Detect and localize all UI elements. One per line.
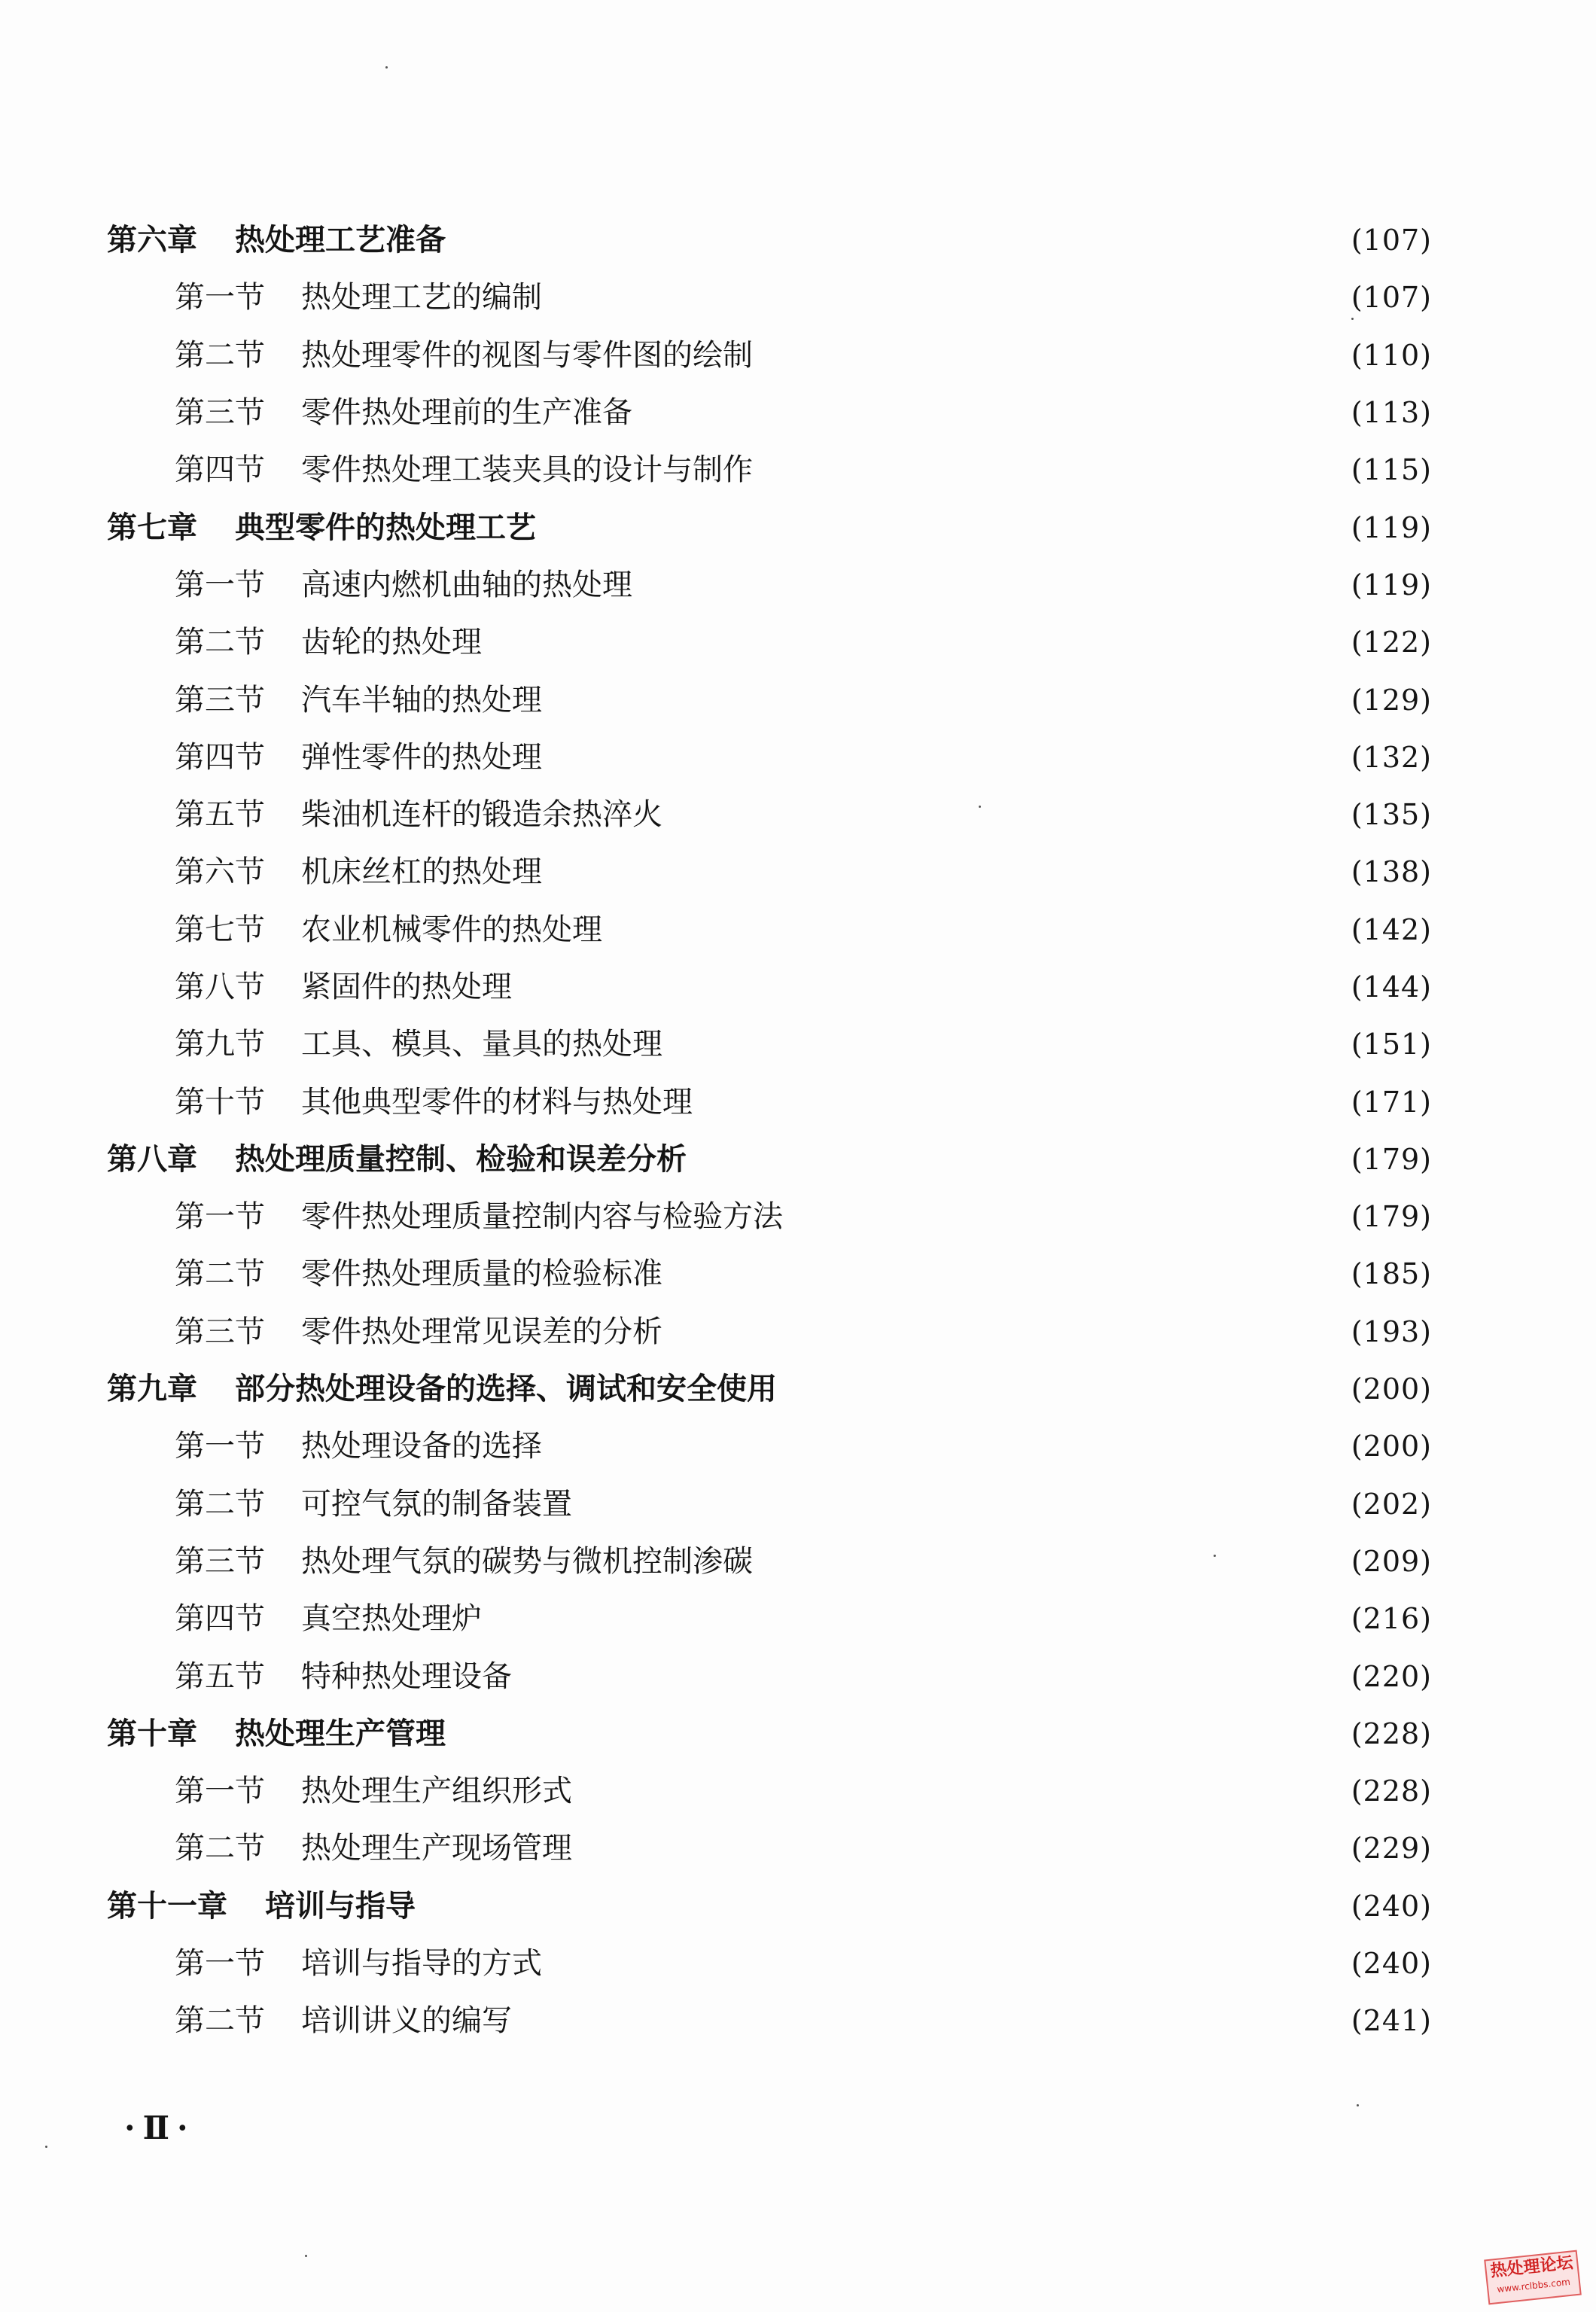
toc-chapter-entry	[107, 1878, 1432, 1935]
chapter-title: 培训与指导	[265, 1887, 416, 1924]
section-number: 第二节	[175, 1486, 265, 1522]
chapter-number: 第十一章	[107, 1887, 227, 1924]
chapter-title: 热处理质量控制、检验和误差分析	[235, 1141, 687, 1177]
toc-section-entry	[107, 556, 1432, 614]
section-title: 真空热处理炉	[301, 1601, 482, 1637]
section-number: 第一节	[175, 1199, 265, 1235]
dot-leader	[545, 1948, 1343, 1978]
dot-leader	[545, 742, 1343, 772]
scan-speck	[385, 66, 388, 69]
dot-leader	[419, 1891, 1343, 1921]
toc-section-entry	[107, 1762, 1432, 1820]
dot-leader	[575, 1489, 1343, 1519]
section-title: 热处理气氛的碳势与微机控制渗碳	[301, 1543, 753, 1579]
dot-leader	[786, 1202, 1343, 1232]
section-title: 热处理工艺的编制	[301, 280, 542, 315]
dot-leader	[485, 627, 1343, 657]
page-number: (135)	[1351, 798, 1432, 832]
dot-leader	[690, 1144, 1343, 1174]
toc-section-entry	[107, 958, 1432, 1016]
page-number: (193)	[1351, 1314, 1432, 1348]
toc-section-entry	[107, 901, 1432, 958]
toc-section-entry	[107, 671, 1432, 728]
section-title: 其他典型零件的材料与热处理	[301, 1084, 693, 1119]
page-number: (119)	[1351, 510, 1432, 544]
dot-leader	[605, 915, 1343, 945]
dot-leader	[545, 685, 1343, 715]
page-number: (229)	[1351, 1832, 1432, 1866]
dot-leader	[545, 857, 1343, 887]
chapter-title: 部分热处理设备的选择、调试和安全使用	[235, 1371, 777, 1407]
page-number: (107)	[1351, 224, 1432, 257]
page-number: (138)	[1351, 855, 1432, 889]
section-title: 工具、模具、量具的热处理	[301, 1027, 662, 1062]
page-number: (132)	[1351, 740, 1432, 774]
section-number: 第一节	[175, 567, 265, 602]
dot-leader	[575, 1776, 1343, 1806]
page-number: (107)	[1351, 281, 1432, 315]
dot-leader	[485, 1604, 1343, 1634]
section-number: 第二节	[175, 1257, 265, 1292]
dot-leader	[449, 1719, 1343, 1749]
section-title: 零件热处理质量控制内容与检验方法	[301, 1199, 783, 1235]
page-folio: ·Ⅱ·	[124, 2109, 196, 2146]
section-number: 第二节	[175, 1831, 265, 1866]
page-number: (228)	[1351, 1716, 1432, 1750]
chapter-number: 第九章	[107, 1371, 197, 1407]
section-title: 齿轮的热处理	[301, 625, 482, 660]
toc-section-entry	[107, 729, 1432, 786]
page-number: (122)	[1351, 626, 1432, 659]
dot-leader	[756, 455, 1343, 485]
page-number: (144)	[1351, 970, 1432, 1004]
dot-leader	[696, 1087, 1343, 1117]
page-number: (216)	[1351, 1602, 1432, 1636]
dot-leader	[635, 398, 1343, 428]
page-number: (209)	[1351, 1544, 1432, 1578]
toc-section-entry	[107, 1188, 1432, 1245]
section-number: 第二节	[175, 337, 265, 373]
page-number: (119)	[1351, 568, 1432, 602]
section-title: 高速内燃机曲轴的热处理	[301, 567, 632, 602]
section-number: 第五节	[175, 797, 265, 833]
section-title: 培训讲义的编写	[301, 2003, 512, 2039]
dot-leader	[666, 1029, 1343, 1059]
section-title: 柴油机连杆的锻造余热淬火	[301, 797, 662, 833]
chapter-title: 热处理生产管理	[235, 1715, 446, 1751]
dot-leader	[545, 282, 1343, 312]
page-number: (200)	[1351, 1372, 1432, 1406]
section-number: 第三节	[175, 395, 265, 431]
toc-section-entry	[107, 1476, 1432, 1533]
section-title: 农业机械零件的热处理	[301, 912, 602, 947]
dot-leader	[575, 1833, 1343, 1863]
toc-section-entry	[107, 1073, 1432, 1130]
toc-section-entry	[107, 786, 1432, 843]
section-number: 第二节	[175, 2003, 265, 2039]
toc-section-entry	[107, 843, 1432, 900]
section-title: 零件热处理工装夹具的设计与制作	[301, 452, 753, 488]
section-number: 第四节	[175, 1601, 265, 1637]
forum-watermark-stamp	[1484, 2250, 1582, 2305]
page-number: (241)	[1351, 2004, 1432, 2038]
section-title: 汽车半轴的热处理	[301, 682, 542, 717]
scan-speck	[45, 2146, 47, 2148]
page-number: (200)	[1351, 1430, 1432, 1464]
page-number: (142)	[1351, 912, 1432, 946]
section-number: 第十节	[175, 1084, 265, 1119]
dot-leader	[756, 340, 1343, 370]
section-number: 第一节	[175, 1946, 265, 1981]
toc-chapter-entry	[107, 1705, 1432, 1762]
scan-speck	[305, 2255, 307, 2257]
toc-section-entry	[107, 1303, 1432, 1360]
toc-section-entry	[107, 614, 1432, 671]
dot-leader	[756, 1546, 1343, 1576]
dot-leader	[449, 225, 1343, 255]
dot-leader	[515, 2006, 1343, 2036]
section-number: 第三节	[175, 682, 265, 717]
toc-section-entry	[107, 384, 1432, 441]
toc-section-entry	[107, 1590, 1432, 1647]
chapter-title: 典型零件的热处理工艺	[235, 509, 536, 545]
section-number: 第三节	[175, 1543, 265, 1579]
watermark-url: www.rclbbs.com	[1496, 2276, 1571, 2295]
toc-section-entry	[107, 327, 1432, 384]
chapter-title: 热处理工艺准备	[235, 222, 446, 258]
chapter-number: 第七章	[107, 509, 197, 545]
section-title: 机床丝杠的热处理	[301, 854, 542, 890]
chapter-number: 第十章	[107, 1715, 197, 1751]
page-number: (185)	[1351, 1257, 1432, 1291]
watermark-title: 热处理论坛	[1489, 2253, 1574, 2281]
toc-section-entry	[107, 1992, 1432, 2049]
section-number: 第七节	[175, 912, 265, 947]
section-number: 第六节	[175, 854, 265, 890]
page-number: (151)	[1351, 1028, 1432, 1062]
scan-speck	[979, 806, 981, 808]
scan-speck	[1357, 2104, 1359, 2106]
section-number: 第四节	[175, 739, 265, 775]
section-title: 热处理设备的选择	[301, 1429, 542, 1464]
toc-chapter-entry	[107, 212, 1432, 269]
toc-section-entry	[107, 269, 1432, 326]
section-title: 弹性零件的热处理	[301, 739, 542, 775]
page-number: (171)	[1351, 1085, 1432, 1119]
dot-leader	[515, 972, 1343, 1002]
section-number: 第一节	[175, 1429, 265, 1464]
section-title: 可控气氛的制备装置	[301, 1486, 572, 1522]
section-title: 紧固件的热处理	[301, 970, 512, 1004]
toc-section-entry	[107, 441, 1432, 498]
scan-speck	[1214, 1555, 1216, 1557]
chapter-number: 第六章	[107, 222, 197, 258]
page-number: (240)	[1351, 1947, 1432, 1981]
dot-leader	[635, 570, 1343, 600]
toc-chapter-entry	[107, 1360, 1432, 1418]
section-number: 第八节	[175, 970, 265, 1004]
dot-leader	[666, 1259, 1343, 1289]
page-number: (115)	[1351, 453, 1432, 487]
page-number: (240)	[1351, 1889, 1432, 1923]
section-number: 第一节	[175, 1774, 265, 1809]
section-title: 零件热处理质量的检验标准	[301, 1257, 662, 1292]
page-number: (228)	[1351, 1774, 1432, 1808]
section-title: 热处理零件的视图与零件图的绘制	[301, 337, 753, 373]
table-of-contents	[107, 212, 1432, 2050]
page-number: (179)	[1351, 1142, 1432, 1176]
toc-section-entry	[107, 1533, 1432, 1590]
page-number: (110)	[1351, 338, 1432, 372]
section-number: 第九节	[175, 1027, 265, 1062]
toc-chapter-entry	[107, 1131, 1432, 1188]
section-title: 热处理生产现场管理	[301, 1831, 572, 1866]
section-number: 第二节	[175, 625, 265, 660]
section-title: 热处理生产组织形式	[301, 1774, 572, 1809]
dot-leader	[666, 1317, 1343, 1347]
section-title: 零件热处理前的生产准备	[301, 395, 632, 431]
page-number: (220)	[1351, 1659, 1432, 1693]
section-number: 第一节	[175, 280, 265, 315]
scan-speck	[1351, 318, 1354, 320]
toc-section-entry	[107, 1647, 1432, 1704]
section-number: 第五节	[175, 1659, 265, 1694]
dot-leader	[539, 513, 1343, 543]
page-number: (202)	[1351, 1487, 1432, 1521]
page-number: (129)	[1351, 683, 1432, 717]
toc-section-entry	[107, 1820, 1432, 1877]
page-number: (179)	[1351, 1200, 1432, 1234]
section-title: 特种热处理设备	[301, 1659, 512, 1694]
section-title: 零件热处理常见误差的分析	[301, 1314, 662, 1349]
dot-leader	[780, 1374, 1343, 1404]
dot-leader	[515, 1662, 1343, 1692]
toc-section-entry	[107, 1418, 1432, 1475]
toc-section-entry	[107, 1016, 1432, 1073]
section-number: 第四节	[175, 452, 265, 488]
section-title: 培训与指导的方式	[301, 1946, 542, 1981]
page-number: (113)	[1351, 396, 1432, 430]
toc-section-entry	[107, 1245, 1432, 1302]
chapter-number: 第八章	[107, 1141, 197, 1177]
section-number: 第三节	[175, 1314, 265, 1349]
dot-leader	[666, 800, 1343, 830]
toc-section-entry	[107, 1935, 1432, 1992]
toc-chapter-entry	[107, 498, 1432, 556]
dot-leader	[545, 1431, 1343, 1461]
